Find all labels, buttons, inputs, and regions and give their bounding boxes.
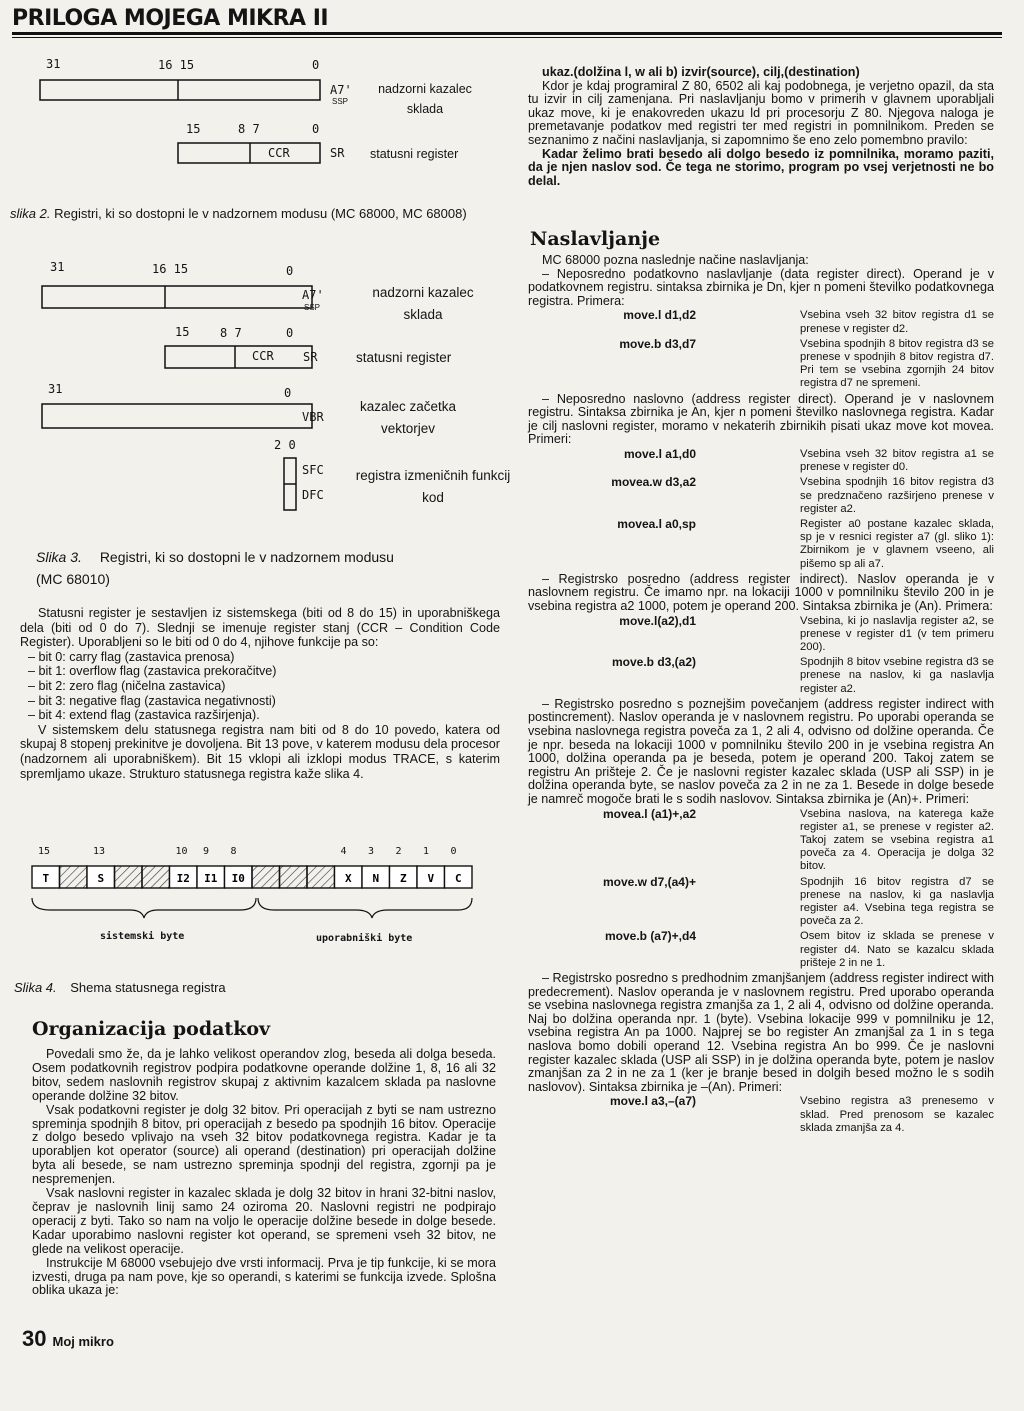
fig4-label-system-byte: sistemski byte [100, 931, 185, 942]
bit-number: 10 [175, 846, 188, 857]
example-code: movea.l (a1)+,a2 [602, 806, 696, 821]
fig2-desc-status: statusni register [370, 147, 459, 161]
status-register-system: V sistemskem delu statusnega registra nam biti od 8 do 10 povedo, katera od skupaj 8 stopenj prekinitve je dovoljena. Bit 13 pove, v katerem modusu dela procesor (nadzornem ali uporabniškem). Bit 15 vklopi ali izklopi modus TRACE, s katerim spremljamo ukaze. Strukturo statusnega registra kaže slika 4. [20, 722, 500, 781]
example-description: Vsebina vseh 32 bitov registra d1 se prenese v register d2. [800, 309, 994, 335]
example-row [528, 1095, 994, 1135]
example-row [528, 518, 994, 571]
bit-number: 3 [368, 846, 375, 857]
fig3-sr-label: SR [303, 350, 318, 364]
example-description: Osem bitov iz sklada se prenese v register d4. Nato se kazalcu sklada prišteje 2 in ne 1. [800, 930, 994, 969]
mode-address-register-indirect: – Registrsko posredno (address register indirect). Naslov operanda je v naslovnem registru. Če imamo npr. na lokaciji 1000 v pomnilniku število 200 in je vsebina registra a2 1000, potem je operand 200. Sintaksa zbirnika je (An). Primera: [528, 571, 994, 613]
bit-number: 1 [423, 846, 430, 857]
fig2-bit-0: 0 [312, 58, 320, 72]
bit-cell-label: C [454, 872, 462, 885]
fig3-vbr-bit-0: 0 [284, 386, 292, 400]
example-code: movea.w d3,a2 [611, 475, 696, 490]
fig4-label-user-byte: uporabniški byte [316, 933, 413, 944]
example-description: Vsebina, ki jo naslavlja register a2, se prenese v register d1 (v tem primeru 200). [800, 614, 994, 653]
fig4-caption-num: Slika 4. [14, 980, 57, 995]
example-row [528, 808, 994, 874]
page-footer [22, 1326, 114, 1352]
paragraph: Vsak naslovni register in kazalec sklada je dolg 32 bitov in hrani 32-bitni naslov, čeprav je naslovnih linij samo 24 oziroma 20. Naslovni registri ne podpirajo operacij z byti. Tako so nam na voljo le operacije dolžine besede in dolge besede. Kadar uporabimo naslovni register kot operand, se spremeni vseh 32 bitov, ne glede na velikost operacije. [32, 1186, 496, 1256]
fig3-dfc-label: DFC [302, 488, 324, 502]
status-register-intro: Statusni register je sestavljen iz sistemskega (biti od 8 do 15) in uporabniškega dela (biti od 0 do 7). Slednji se imenuje register stanj (CCR – Condition Code Register). Uporabljeni so le biti od 0 do 4, njihove funkcije pa so: [20, 606, 500, 650]
bit-number: 13 [93, 846, 106, 857]
bit-number: 0 [450, 846, 457, 857]
bit-number: 2 [395, 846, 402, 857]
mode-predecrement: – Registrsko posredno s predhodnim zmanjšanjem (address register indirect with predecrement). Naslov operanda je v naslovnem registru. Pred uporabo operanda se vsebina naslovnega registra zmanjša za 1, 2 ali 4, odvisno od dolžine operanda. Naj bo dolžina operanda npr. 1 (byte). Vsebina lokacije 999 v pomnilniku je 12, vsebina registra An pa 1000. Najprej se bo register An zmanjšal za 1 in s tega naslova bomo dobili operand 12. Vsebina registra An bo 999. Če je naslovni register kazalec sklada (USP ali SSP) in je dolžina operanda byte, potem je naslov zmanjšan za 2 in ne za 1 (ker je branje besed in dolgih besed možno le s sodih naslovov). Sintaksa zbirnika je –(An). Primeri: [528, 970, 994, 1094]
bit-cell-label: Z [399, 872, 407, 885]
bit-number: 15 [38, 846, 51, 857]
fig2-bit-0-sr: 0 [312, 122, 320, 136]
example-description: Vsebina spodnjih 16 bitov registra d3 se predznačeno razširjeno prenese v register a2. [800, 476, 994, 515]
fig2-caption-num: slika 2. [10, 206, 51, 221]
fig3-bit-15: 15 [175, 325, 190, 339]
fig3-vbr-label: VBR [302, 410, 324, 424]
mode-data-register-direct: – Neposredno podatkovno naslavljanje (data register direct). Operand je v podatkovnem registru. sintaksa zbirnika je Dn, kjer n pomeni številko podatkovnega registra. Primera: [528, 266, 994, 308]
fig2-bit-15: 15 [186, 122, 201, 136]
paragraph: Povedali smo že, da je lahko velikost operandov zlog, beseda ali dolga beseda. Osem podatkovnih registrov podpira podatkovne operande dolžine 1, 8, 16 ali 32 bitov, sedem naslovnih registrov skupaj z aktivnim kazalcem sklada pa naslovne operande dolžine 32 bitov. [32, 1047, 496, 1103]
example-row [528, 930, 994, 970]
example-code: move.b d3,d7 [619, 336, 696, 351]
examples-m4 [528, 808, 994, 970]
unused-bit-cell [60, 866, 88, 888]
fig3-bit-0-sr: 0 [286, 326, 294, 340]
examples-m2 [528, 448, 994, 571]
unused-bit-cell [280, 866, 308, 888]
flag-item: – bit 0: carry flag (zastavica prenosa) [28, 649, 235, 664]
fig3-desc-stack: nadzorni kazalec sklada [372, 285, 474, 322]
header-rule-thin [12, 37, 1002, 38]
fig2-ssp-label: SSP [332, 97, 349, 106]
example-code: move.l a1,d0 [623, 446, 696, 461]
example-code: move.w d7,(a4)+ [602, 874, 696, 889]
right-intro [528, 66, 994, 188]
fig3-caption-num: Slika 3. [36, 549, 82, 565]
bit-cell-label: I1 [204, 872, 218, 885]
even-address-rule: Kadar želimo brati besedo ali dolgo besedo iz pomnilnika, moramo paziti, da je njen naslov sod. Če tega ne storimo, program po vsej verjetnosti ne bo delal. [528, 146, 994, 188]
bit-number: 8 [230, 846, 237, 857]
example-code: move.l a3,–(a7) [609, 1094, 696, 1109]
figure-2-diagram [20, 55, 510, 185]
section-organizacija-body [32, 1048, 496, 1298]
example-description: Vsebina naslova, na katerega kaže register a1, se prenese v register a2. Takoj zatem se vsebina registra a1 poveča za 4. Operacija je dolga 32 bitov. [800, 807, 994, 873]
example-row [528, 309, 994, 335]
example-description: Spodnjih 8 bitov vsebine registra d3 se prenese na naslov, ki ga naslavlja register a2. [800, 656, 994, 695]
bit-cell-label: S [97, 872, 105, 885]
example-description: Register a0 postane kazalec sklada, sp je v resnici register a7 (gl. sliko 1): Zbirnikom je v glavnem vseeno, ali pišemo sp ali a7. [800, 517, 994, 570]
fig2-ccr-label: CCR [268, 146, 290, 160]
fig2-bit-8-7: 8 7 [238, 122, 260, 136]
example-row [528, 615, 994, 655]
header-rule [12, 32, 1002, 35]
magazine-name: Moj mikro [52, 1334, 114, 1349]
examples-m1 [528, 309, 994, 390]
fig2-a7-label: A7' [330, 83, 352, 97]
example-row [528, 448, 994, 474]
example-description: Spodnjih 16 bitov registra d7 se prenese na naslov, ki ga naslavlja register a4. Vsebina tega registra se poveča za 2. [800, 875, 994, 928]
fig2-desc-stack: nadzorni kazalec sklada [378, 82, 472, 116]
naslavljanje-intro: MC 68000 pozna naslednje načine naslavljanja: [542, 253, 809, 267]
fig3-ssp-label: SSP [304, 303, 321, 312]
example-description: Vsebino registra a3 prenesemo v sklad. Pred prenosom se kazalec sklada zmanjša za 4. [800, 1095, 994, 1134]
status-register-text [20, 606, 500, 781]
instruction-syntax: ukaz.(dolžina l, w ali b) izvir(source), cilj,(destination) [542, 65, 860, 79]
fig3-bit-0: 0 [286, 264, 294, 278]
fig3-a7-label: A7' [302, 288, 324, 302]
figure-2 [10, 55, 510, 245]
figure-4 [14, 840, 500, 1005]
fig3-caption-text: Registri, ki so dostopni le v nadzornem modusu (MC 68010) [36, 549, 394, 587]
flag-item: – bit 2: zero flag (ničelna zastavica) [28, 678, 226, 693]
page-number: 30 [22, 1326, 47, 1351]
bit-cell-label: N [372, 872, 380, 885]
section-title-organizacija: Organizacija podatkov [32, 1018, 271, 1040]
example-code: move.l(a2),d1 [619, 613, 696, 628]
figure-3 [20, 258, 520, 598]
section-naslavljanje-body [528, 254, 994, 1137]
unused-bit-cell [142, 866, 170, 888]
fig3-sfc-label: SFC [302, 463, 324, 477]
flag-item: – bit 1: overflow flag (zastavica prekoračitve) [28, 664, 277, 679]
unused-bit-cell [252, 866, 280, 888]
example-code: move.l d1,d2 [623, 308, 696, 323]
fig3-bit-31: 31 [50, 260, 65, 274]
flag-item: – bit 4: extend flag (zastavica razširjenja). [28, 708, 260, 723]
example-row [528, 656, 994, 696]
example-code: movea.l a0,sp [617, 516, 696, 531]
fig4-caption-text: Shema statusnega registra [70, 980, 226, 995]
paragraph: Vsak podatkovni register je dolg 32 bitov. Pri operacijah z byti se nam ustrezno spreminja spodnjih 8 bitov, pri operacijah z besedo pa spodnjih 16 bitov. Operacije z dolgo besedo vplivajo na vseh 32 bitov podatkovnega registra. Kadar je ta uporabljen kot operator (source) ali operand (destination) pri operacijah dolžine byta ali besede, se nam ustrezno spreminja spodnji del registra, zgornji pa je nespremenjen. [32, 1102, 496, 1187]
example-description: Vsebina vseh 32 bitov registra a1 se prenese v register d0. [800, 447, 994, 474]
fig3-desc-fc: registra izmeničnih funkcij kod [355, 468, 511, 505]
page-header: PRILOGA MOJEGA MIKRA II [12, 6, 329, 31]
example-description: Vsebina spodnjih 8 bitov registra d3 se prenese v spodnjih 8 bitov registra d7. Pri tem se vsebina zgornjih 24 bitov registra d7 ne spremeni. [800, 337, 994, 390]
fig4-caption [14, 980, 394, 995]
bit-number: 4 [340, 846, 347, 857]
bit-cell-label: I0 [231, 872, 245, 885]
unused-bit-cell [307, 866, 335, 888]
section-title-naslavljanje: Naslavljanje [530, 228, 661, 250]
fig2-bit-31: 31 [46, 57, 61, 71]
example-row [528, 338, 994, 391]
fig3-bit-8-7: 8 7 [220, 326, 242, 340]
example-row [528, 476, 994, 516]
flag-item: – bit 3: negative flag (zastavica negativnosti) [28, 693, 276, 708]
mode-postincrement: – Registrsko posredno s poznejšim povečanjem (address register indirect with postincrement). Naslov operanda je v naslovnem registru. Po uporabi operanda se vsebina naslovnega registra poveča za 1, 2 ali 4, odvisno od dolžine operanda. Če je npr. beseda na lokaciji 1000 v pomnilniku število 200 in je vsebina registra An 1000, dolžina operanda pa je beseda, potem je operand 200. Takoj zatem se registru An prišteje 2. Če je naslovni register kazalec sklada (USP ali SSP) in je dolžina operanda byte, se naslov poveča za 2 in ne za 1. Besede in dolge besede je namreč mogoče brati le s sodih naslovov. Sintaksa zbirnika je (An)+. Primeri: [528, 696, 994, 806]
bit-cell-label: I2 [176, 872, 190, 885]
intro-paragraph: Kdor je kdaj programiral Z 80, 6502 ali kaj podobnega, je verjetno opazil, da sta tu izvir in cilj zamenjana. Pri naslavljanju bomo v primerih v glavnem uporabljali ukaz move, ki je enakovreden ukazu ld pri procesorju Z 80. Njegova naloga je premetavanje podatkov med registri ter med registri in pomnilnikom. Preden se seznanimo z načini naslavljanja, si zapomnimo še eno zelo pomembno pravilo: [528, 78, 994, 147]
bit-number: 9 [203, 846, 210, 857]
mode-address-register-direct: – Neposredno naslovno (address register direct). Operand je v naslovnem registru. Sintaksa zbirnika je An, kjer n pomeni številko naslovnega registra. Kadar je cilj naslovni register, moramo v nekaterih zbirnikih pisati ukaz move kot movea. Primeri: [528, 391, 994, 447]
fig3-desc-vbr: kazalec začetka vektorjev [359, 399, 457, 436]
fig3-ccr-label: CCR [252, 349, 274, 363]
bit-cell-label: V [427, 872, 435, 885]
examples-m3 [528, 615, 994, 696]
fig3-caption [36, 546, 416, 590]
fig2-caption [10, 205, 470, 222]
example-row [528, 876, 994, 929]
example-code: move.b (a7)+,d4 [604, 929, 696, 944]
fig3-fc-bits: 2 0 [274, 438, 296, 452]
unused-bit-cell [115, 866, 143, 888]
paragraph: Instrukcije M 68000 vsebujejo dve vrsti informacij. Prva je tip funkcije, ki se mora izvesti, druga pa nam pove, kje so operandi, s katerimi se funkcija izvede. Splošna oblika ukaza je: [32, 1255, 496, 1298]
flag-list [20, 650, 500, 723]
fig2-sr-label: SR [330, 146, 345, 160]
example-code: move.b d3,(a2) [611, 655, 696, 670]
fig3-bit-16-15: 16 15 [152, 262, 189, 276]
fig2-bit-16-15: 16 15 [158, 58, 195, 72]
bit-cell-label: X [344, 872, 352, 885]
fig3-vbr-bit-31: 31 [48, 382, 63, 396]
examples-m5 [528, 1095, 994, 1135]
bit-cell-label: T [42, 872, 50, 885]
fig2-caption-text: Registri, ki so dostopni le v nadzornem modusu (MC 68000, MC 68008) [54, 206, 467, 221]
fig3-desc-status: statusni register [356, 350, 452, 365]
